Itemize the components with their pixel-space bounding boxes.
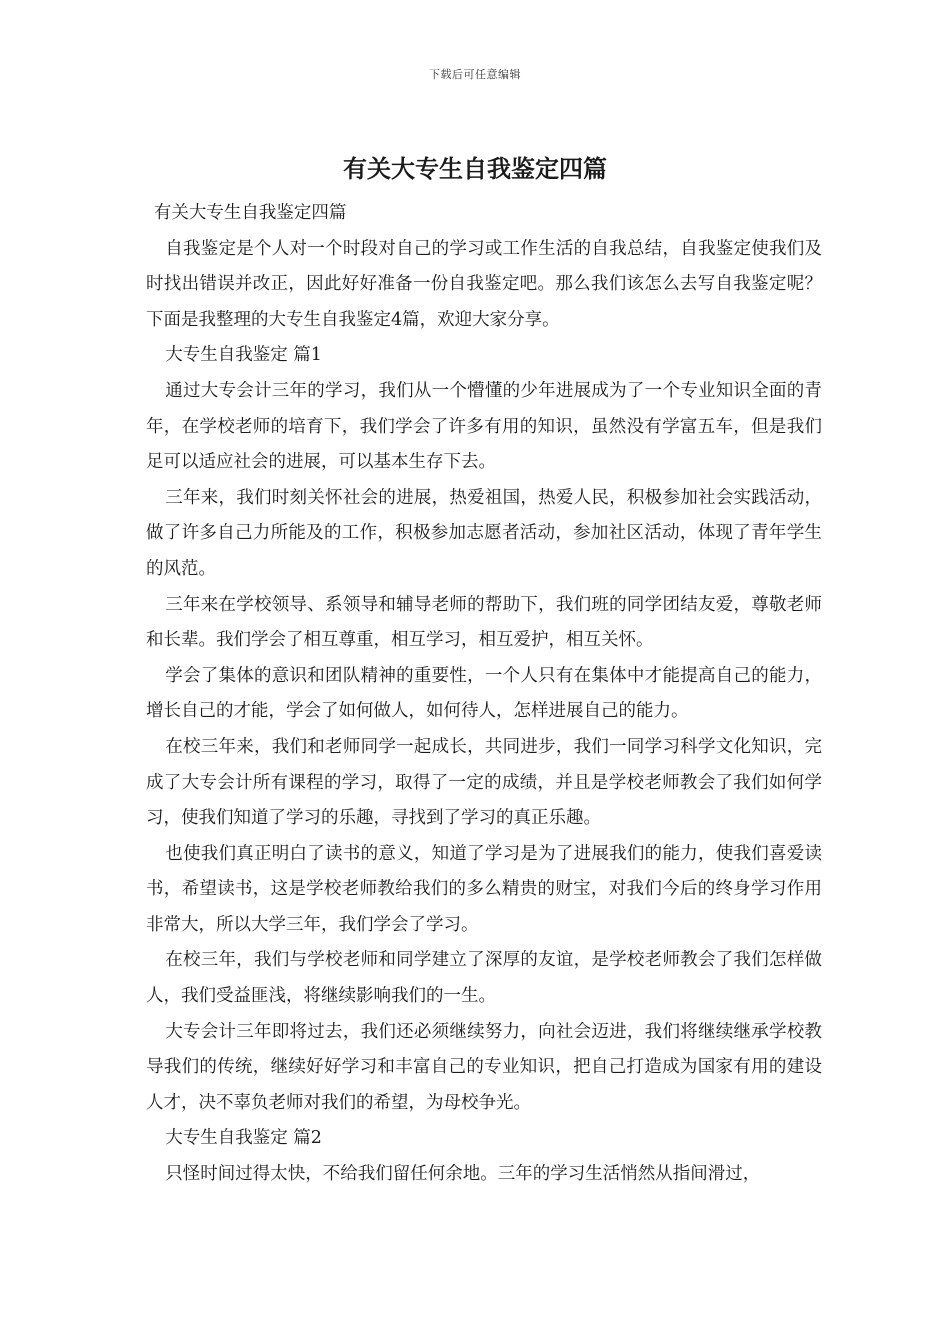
paragraph: 通过大专会计三年的学习，我们从一个懵懂的少年进展成为了一个专业知识全面的青年，在学校老师的培育下，我们学会了许多有用的知识，虽然没有学富五车，但是我们足可以适应社会的进展，可以基本生存下去。: [146, 380, 822, 473]
paragraph: 在校三年来，我们和老师同学一起成长，共同进步，我们一同学习科学文化知识，完成了大专会计所有课程的学习，取得了一定的成绩，并且是学校老师教会了我们如何学习，使我们知道了学习的乐趣，寻找到了学习的真正乐趣。: [146, 736, 822, 829]
document-subtitle: 有关大专生自我鉴定四篇: [153, 203, 347, 223]
document-body: [146, 196, 822, 1193]
page-title: 有关大专生自我鉴定四篇: [343, 154, 607, 183]
header-note: 下载后可任意编辑: [429, 68, 521, 81]
paragraph: 学会了集体的意识和团队精神的重要性，一个人只有在集体中才能提高自己的能力，增长自己的才能，学会了如何做人，如何待人，怎样进展自己的能力。: [146, 665, 822, 722]
section-heading-1: 大专生自我鉴定 篇1: [165, 345, 322, 366]
paragraph: 也使我们真正明白了读书的意义，知道了学习是为了进展我们的能力，使我们喜爱读书，希望读书，这是学校老师教给我们的多么精贵的财宝，对我们今后的终身学习作用非常大，所以大学三年，我们学会了学习。: [146, 843, 822, 935]
paragraph-intro: 自我鉴定是个人对一个时段对自己的学习或工作生活的自我总结，自我鉴定使我们及时找出错误并改正，因此好好准备一份自我鉴定吧。那么我们该怎么去写自我鉴定呢？下面是我整理的大专生自我鉴定4篇，欢迎大家分享。: [146, 238, 822, 330]
paragraph: 大专会计三年即将过去，我们还必须继续努力，向社会迈进，我们将继续继承学校教导我们的传统，继续好好学习和丰富自己的专业知识，把自己打造成为国家有用的建设人才，决不辜负老师对我们的希望，为母校争光。: [146, 1021, 822, 1113]
paragraph: 三年来在学校领导、系领导和辅导老师的帮助下，我们班的同学团结友爱，尊敬老师和长辈。我们学会了相互尊重，相互学习，相互爱护，相互关怀。: [146, 594, 822, 651]
paragraph: 在校三年，我们与学校老师和同学建立了深厚的友谊，是学校老师教会了我们怎样做人，我们受益匪浅，将继续影响我们的一生。: [146, 950, 822, 1007]
section-heading-2: 大专生自我鉴定 篇2: [165, 1128, 322, 1149]
paragraph: 三年来，我们时刻关怀社会的进展，热爱祖国，热爱人民，积极参加社会实践活动，做了许多自己力所能及的工作，积极参加志愿者活动，参加社区活动，体现了青年学生的风范。: [146, 487, 822, 579]
paragraph: 只怪时间过得太快，不给我们留任何余地。三年的学习生活悄然从指间滑过，: [165, 1164, 761, 1185]
